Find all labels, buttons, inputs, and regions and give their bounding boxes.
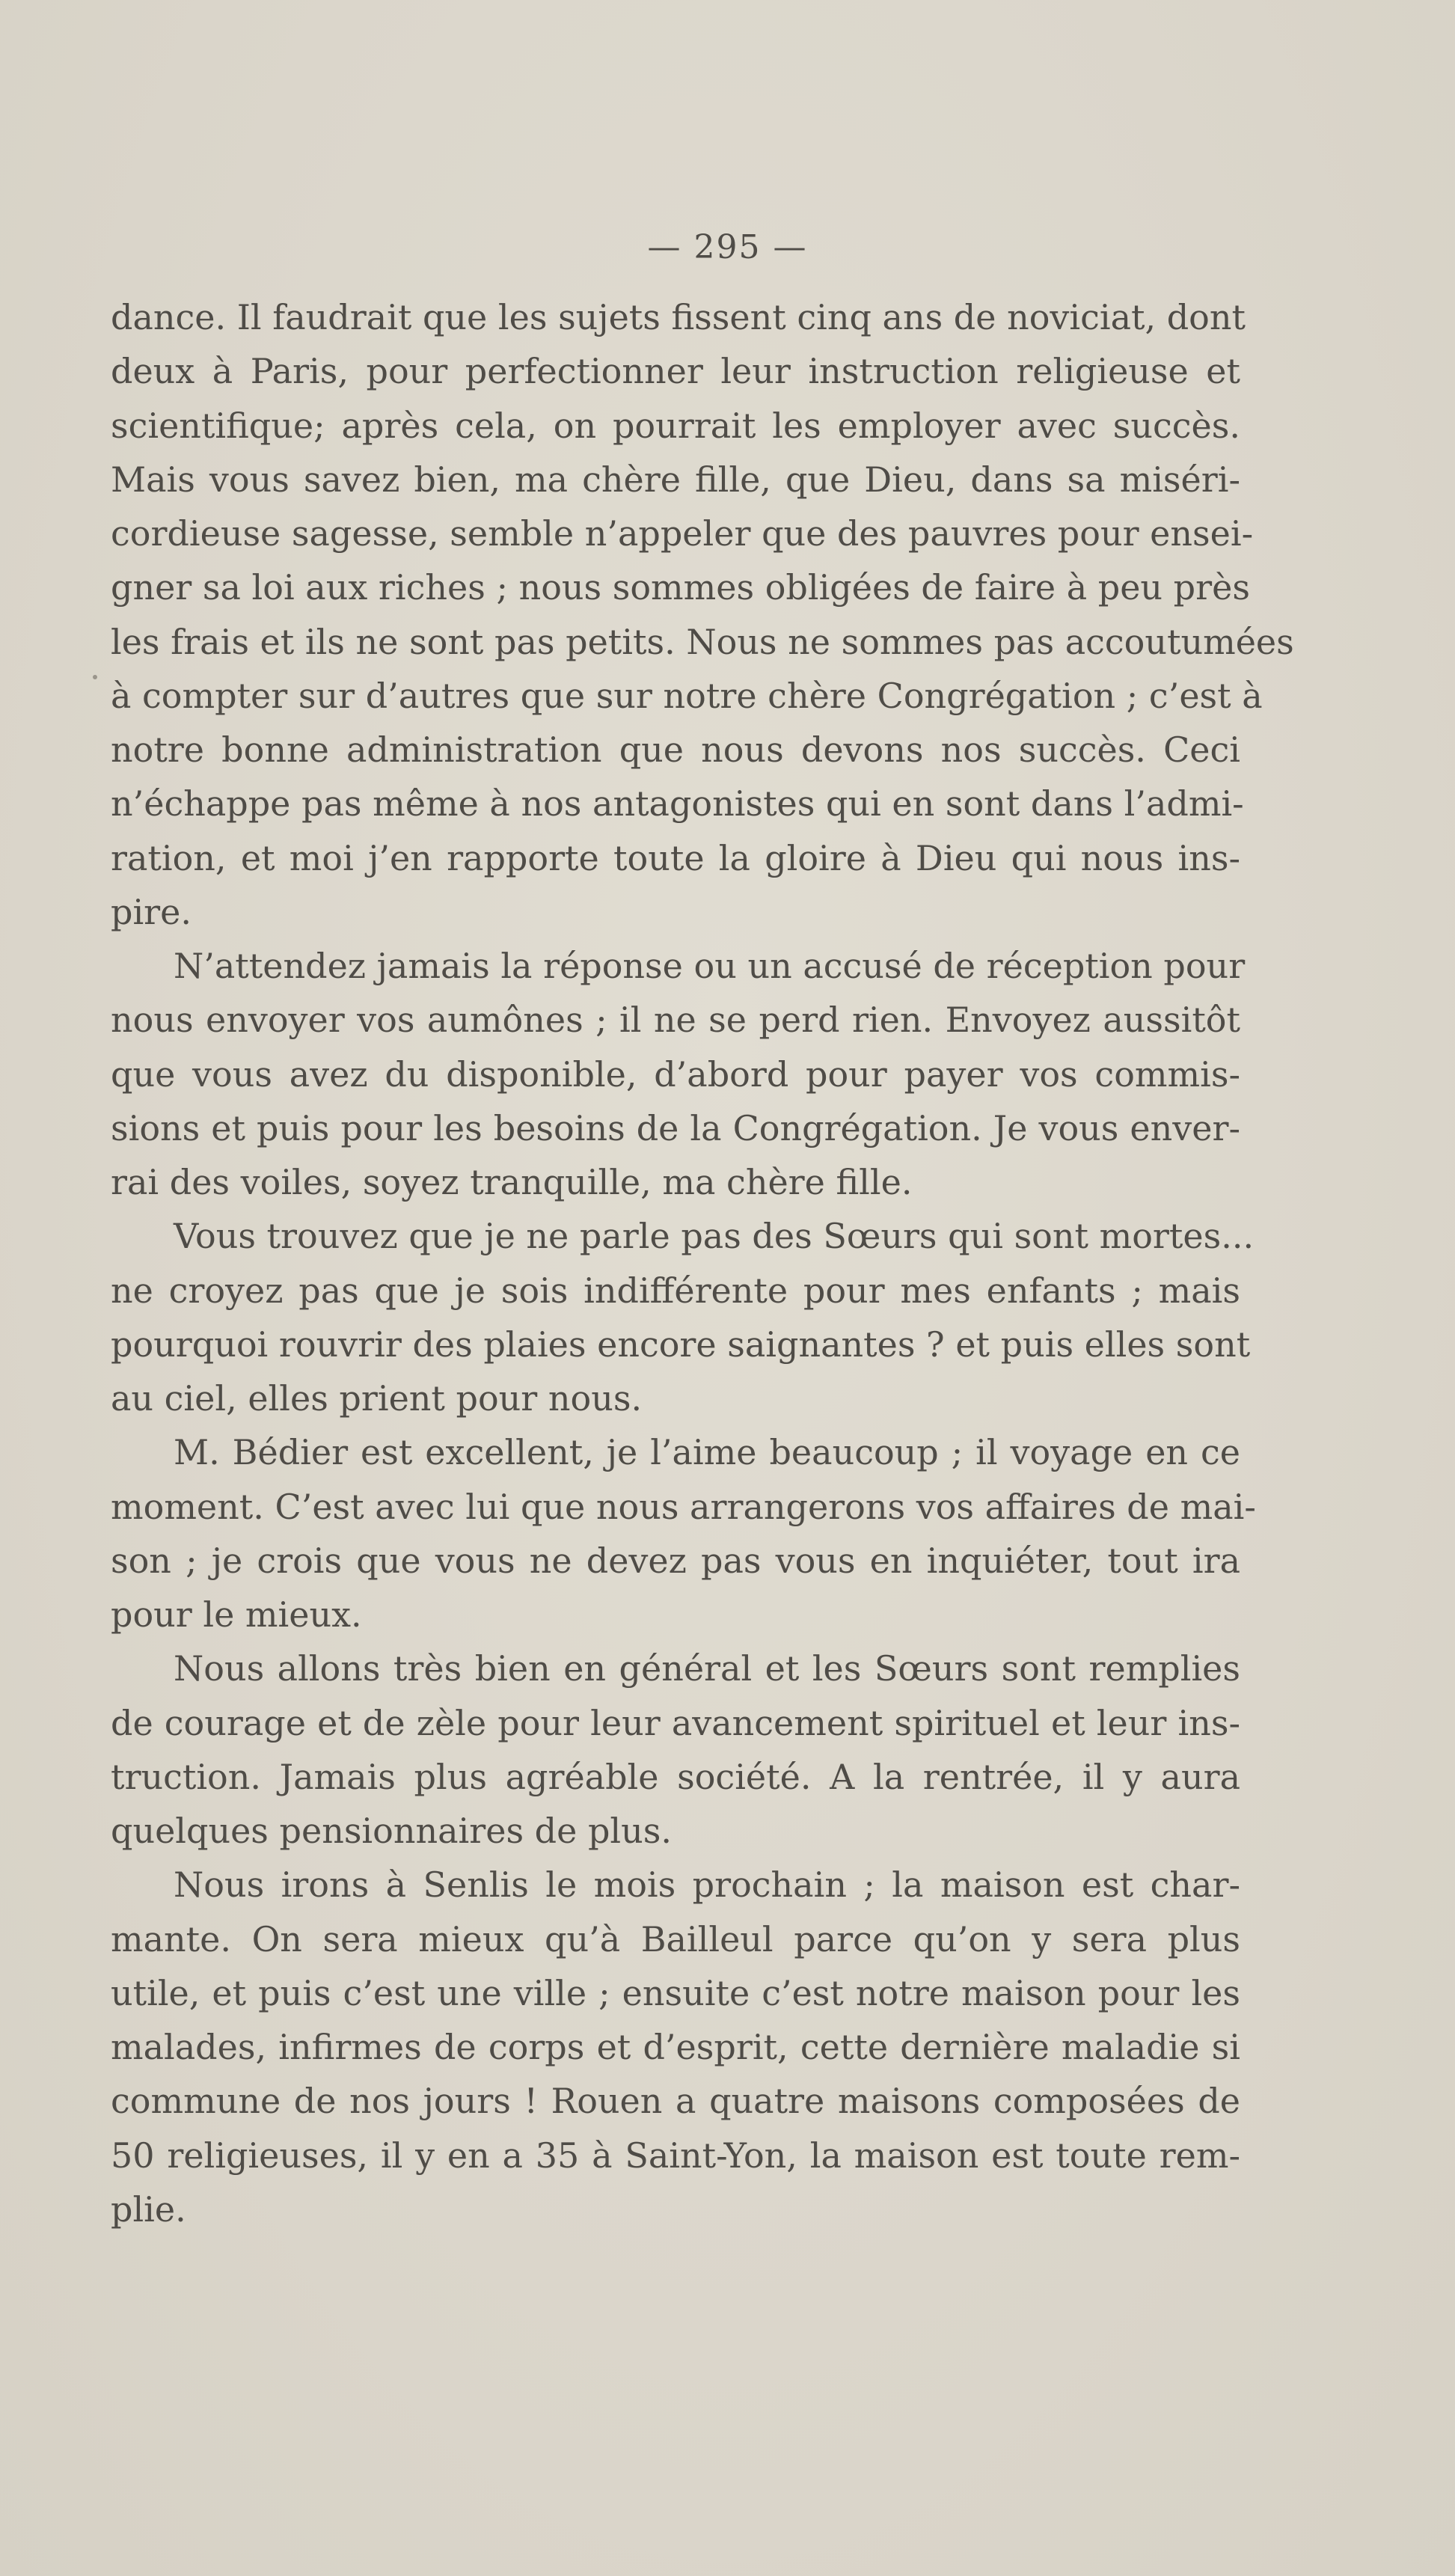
- text-line: cordieuse sagesse, semble n’appeler que des pauvres pour ensei-: [111, 513, 1254, 554]
- text-line: utile, et puis c’est une ville ; ensuite c’est notre maison pour les: [111, 1972, 1240, 2013]
- text-line: dance. Il faudrait que les sujets fissent cinq ans de noviciat, dont: [111, 297, 1246, 337]
- text-line: plie.: [111, 2188, 186, 2230]
- text-line: ne croyez pas que je sois indifférente pour mes enfants ; mais: [111, 1270, 1240, 1311]
- text-line: deux à Paris, pour perfectionner leur instruction religieuse et: [111, 351, 1240, 392]
- text-line: M. Bédier est excellent, je l’aime beaucoup ; il voyage en ce: [174, 1432, 1240, 1473]
- text-line: Mais vous savez bien, ma chère fille, que Dieu, dans sa miséri-: [111, 459, 1240, 500]
- body-text: [111, 290, 1294, 2236]
- text-line: truction. Jamais plus agréable société. A la rentrée, il y aura: [111, 1756, 1240, 1797]
- text-line: n’échappe pas même à nos antagonistes qui en sont dans l’admi-: [111, 783, 1244, 824]
- text-line: notre bonne administration que nous devons nos succès. Ceci: [111, 729, 1240, 770]
- text-line: Nous allons très bien en général et les Sœurs sont remplies: [174, 1648, 1240, 1689]
- text-line: pourquoi rouvrir des plaies encore saignantes ? et puis elles sont: [111, 1324, 1251, 1365]
- text-line: ration, et moi j’en rapporte toute la gloire à Dieu qui nous ins-: [111, 837, 1240, 878]
- text-line: rai des voiles, soyez tranquille, ma chère fille.: [111, 1162, 913, 1202]
- text-line: pour le mieux.: [111, 1594, 362, 1635]
- text-line: nous envoyer vos aumônes ; il ne se perd rien. Envoyez aussitôt: [111, 1000, 1240, 1041]
- text-line: que vous avez du disponible, d’abord pour payer vos commis-: [111, 1053, 1240, 1095]
- page-number: — 295 —: [647, 228, 808, 266]
- text-line: Vous trouvez que je ne parle pas des Sœurs qui sont mortes...: [174, 1216, 1255, 1257]
- text-line: commune de nos jours ! Rouen a quatre maisons composées de: [111, 2081, 1240, 2122]
- text-line: sions et puis pour les besoins de la Congrégation. Je vous enver-: [111, 1107, 1240, 1148]
- text-line: pire.: [111, 891, 192, 932]
- text-line: moment. C’est avec lui que nous arrangerons vos affaires de mai-: [111, 1486, 1256, 1527]
- text-line: son ; je crois que vous ne devez pas vous en inquiéter, tout ira: [111, 1540, 1240, 1581]
- text-line: les frais et ils ne sont pas petits. Nous ne sommes pas accoutumées: [111, 621, 1294, 662]
- text-line: 50 religieuses, il y en a 35 à Saint-Yon, la maison est toute rem-: [111, 2135, 1240, 2176]
- text-line: scientifique; après cela, on pourrait les employer avec succès.: [111, 405, 1240, 446]
- text-line: de courage et de zèle pour leur avancement spirituel et leur ins-: [111, 1702, 1240, 1743]
- text-line: au ciel, elles prient pour nous.: [111, 1378, 643, 1419]
- text-line: à compter sur d’autres que sur notre chère Congrégation ; c’est à: [111, 675, 1263, 716]
- text-line: gner sa loi aux riches ; nous sommes obligées de faire à peu près: [111, 567, 1250, 608]
- text-line: N’attendez jamais la réponse ou un accusé de réception pour: [174, 946, 1246, 986]
- text-line: malades, infirmes de corps et d’esprit, cette dernière maladie si: [111, 2027, 1240, 2067]
- margin-speck: [93, 675, 97, 679]
- text-line: quelques pensionnaires de plus.: [111, 1811, 672, 1851]
- text-line: Nous irons à Senlis le mois prochain ; la maison est char-: [174, 1864, 1240, 1906]
- text-line: mante. On sera mieux qu’à Bailleul parce qu’on y sera plus: [111, 1918, 1240, 1959]
